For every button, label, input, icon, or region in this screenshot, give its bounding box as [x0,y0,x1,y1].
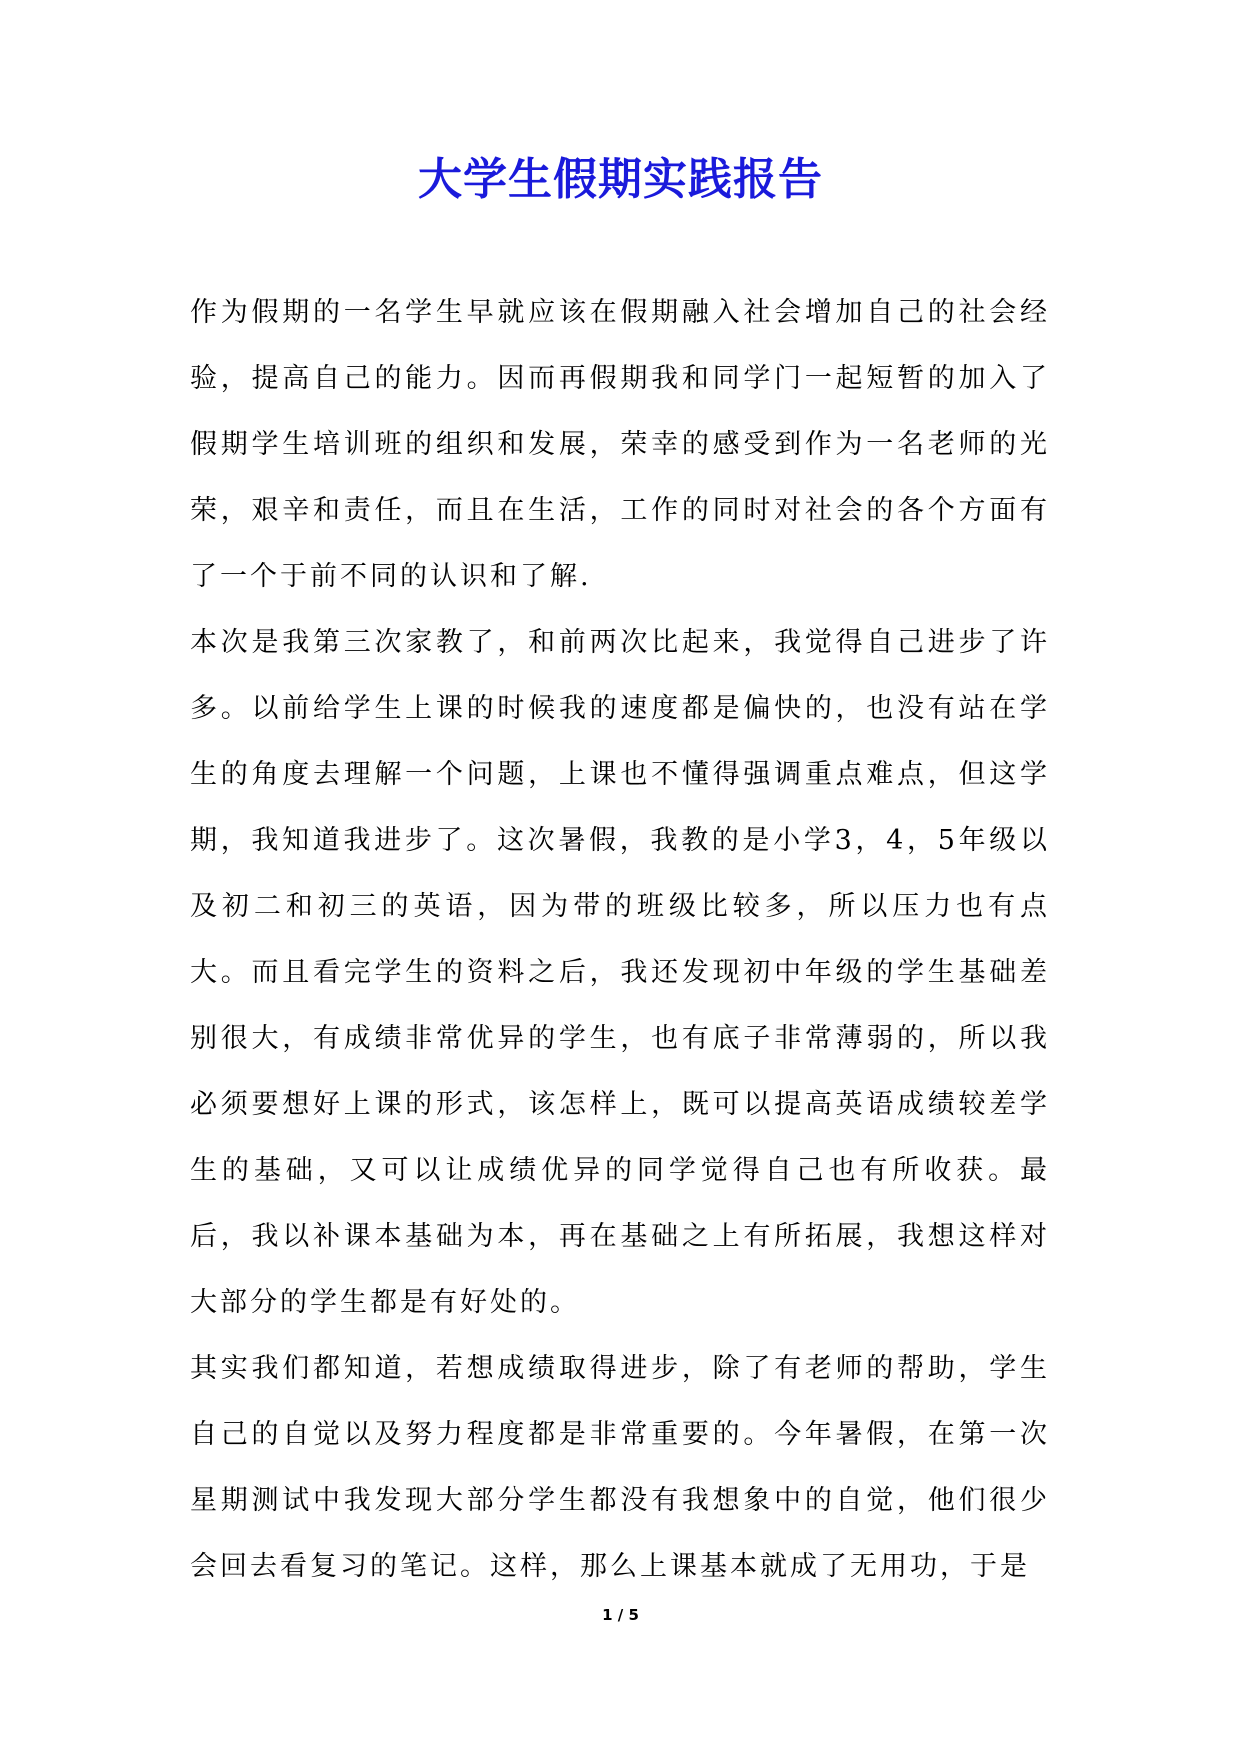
document-title: 大学生假期实践报告 [418,154,823,205]
paragraph-2: 本次是我第三次家教了，和前两次比起来，我觉得自己进步了许多。以前给学生上课的时候我的速度都是偏快的，也没有站在学生的角度去理解一个问题，上课也不懂得强调重点难点，但这学期，我知道我进步了。这次暑假，我教的是小学3，4，5年级以及初二和初三的英语，因为带的班级比较多，所以压力也有点大。而且看完学生的资料之后，我还发现初中年级的学生基础差别很大，有成绩非常优异的学生，也有底子非常薄弱的，所以我必须要想好上课的形式，该怎样上，既可以提高英语成绩较差学生的基础，又可以让成绩优异的同学觉得自己也有所收获。最后，我以补课本基础为本，再在基础之上有所拓展，我想这样对大部分的学生都是有好处的。 [190,627,1050,1318]
document-body [190,280,1050,1600]
paragraph-3: 其实我们都知道，若想成绩取得进步，除了有老师的帮助，学生自己的自觉以及努力程度都是非常重要的。今年暑假，在第一次星期测试中我发现大部分学生都没有我想象中的自觉，他们很少会回去看复习的笔记。这样，那么上课基本就成了无用功，于是 [190,1353,1050,1582]
paragraph-1: 作为假期的一名学生早就应该在假期融入社会增加自己的社会经验，提高自己的能力。因而再假期我和同学门一起短暂的加入了假期学生培训班的组织和发展，荣幸的感受到作为一名老师的光荣，艰辛和责任，而且在生活，工作的同时对社会的各个方面有了一个于前不同的认识和了解. [190,297,1050,592]
page-number: 1 / 5 [602,1606,639,1624]
